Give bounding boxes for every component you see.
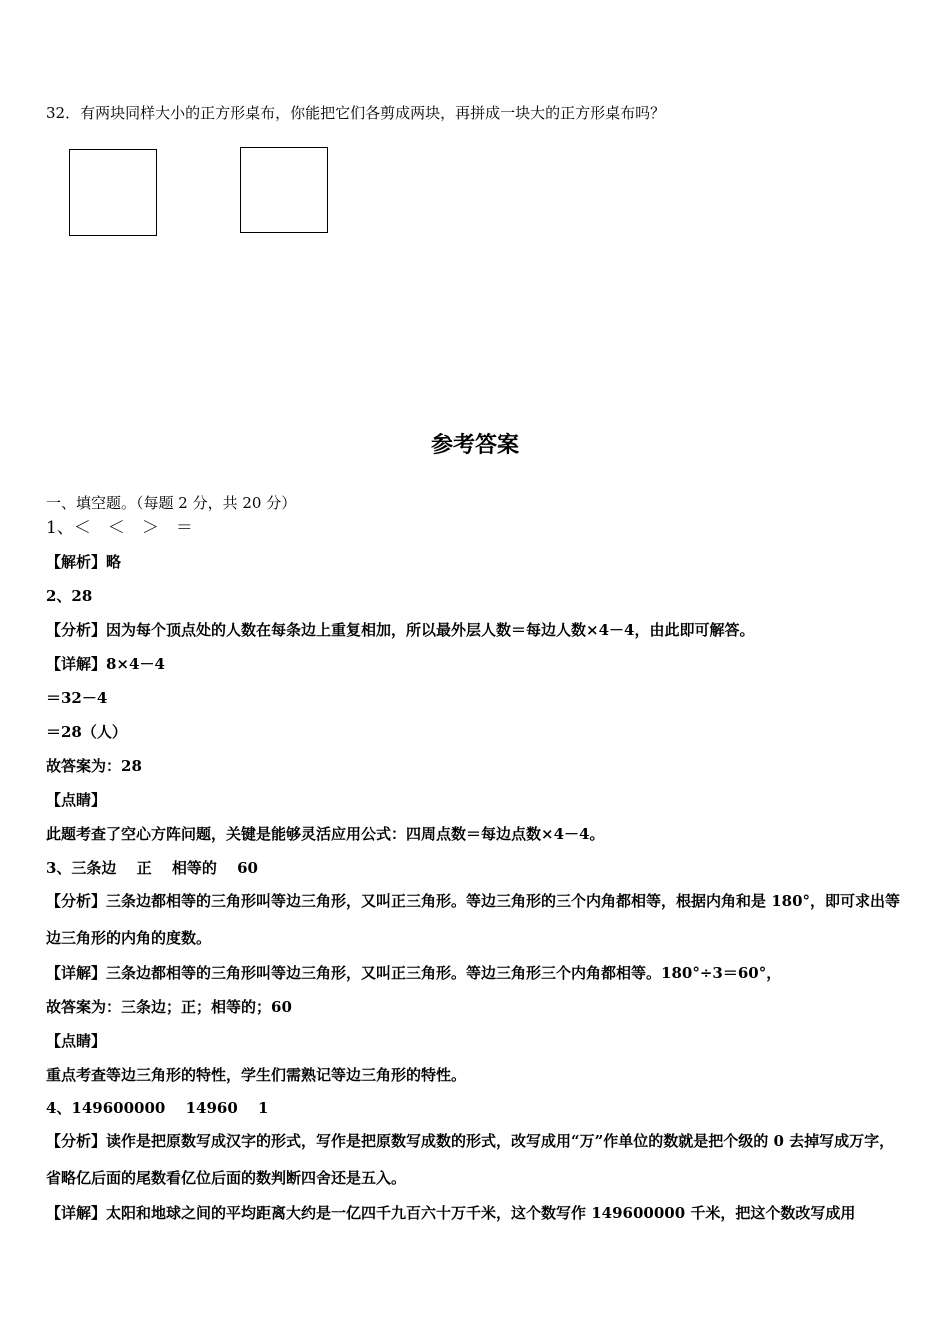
answer-line: 【分析】因为每个顶点处的人数在每条边上重复相加，所以最外层人数＝每边人数×4－4，由此即可解答。 (46, 621, 755, 639)
section-heading: 一、填空题。（每题 2 分，共 20 分） (46, 494, 297, 512)
question-32: 32．有两块同样大小的正方形桌布，你能把它们各剪成两块，再拼成一块大的正方形桌布吗？ (46, 104, 666, 122)
answer-line: ＝28（人） (46, 723, 127, 741)
answer-line: 故答案为：28 (46, 757, 142, 775)
square-tablecloth-left (69, 149, 157, 236)
answer-line: 3、三条边 正 相等的 60 (46, 859, 258, 877)
answer-line: 【详解】8×4－4 (46, 655, 165, 673)
answer-line: 故答案为：三条边；正；相等的；60 (46, 998, 292, 1016)
answer-line: 重点考查等边三角形的特性，学生们需熟记等边三角形的特性。 (46, 1066, 467, 1084)
answer-line: 【详解】三条边都相等的三角形叫等边三角形，又叫正三角形。等边三角形三个内角都相等。180°÷3＝60°， (46, 964, 782, 982)
answer-title: 参考答案 (430, 433, 519, 458)
answer-paragraph: 【分析】三条边都相等的三角形叫等边三角形，又叫正三角形。等边三角形的三个内角都相等，根据内角和是 180°，即可求出等边三角形的内角的度数。 (46, 892, 901, 947)
answer-line: 2、28 (46, 587, 93, 605)
answer-line: 【点睛】 (46, 1032, 107, 1050)
answer-line: 1、＜ ＜ ＞ ＝ (46, 518, 193, 538)
answer-line: 【点睛】 (46, 791, 107, 809)
square-tablecloth-right (240, 147, 328, 233)
answer-paragraph: 【分析】读作是把原数写成汉字的形式，写作是把原数写成数的形式，改写成用“万”作单位的数就是把个级的 0 去掉写成万字，省略亿后面的尾数看亿位后面的数判断四舍还是五入。 (46, 1132, 895, 1187)
answer-line: 4、149600000 14960 1 (46, 1099, 269, 1117)
answer-line: ＝32－4 (46, 689, 108, 707)
answer-line: 此题考查了空心方阵问题，关键是能够灵活应用公式：四周点数＝每边点数×4－4。 (46, 825, 605, 843)
answer-line: 【详解】太阳和地球之间的平均距离大约是一亿四千九百六十万千米，这个数写作 149600000 千米，把这个数改写成用 (46, 1204, 856, 1222)
answer-line: 【解析】略 (46, 553, 122, 571)
